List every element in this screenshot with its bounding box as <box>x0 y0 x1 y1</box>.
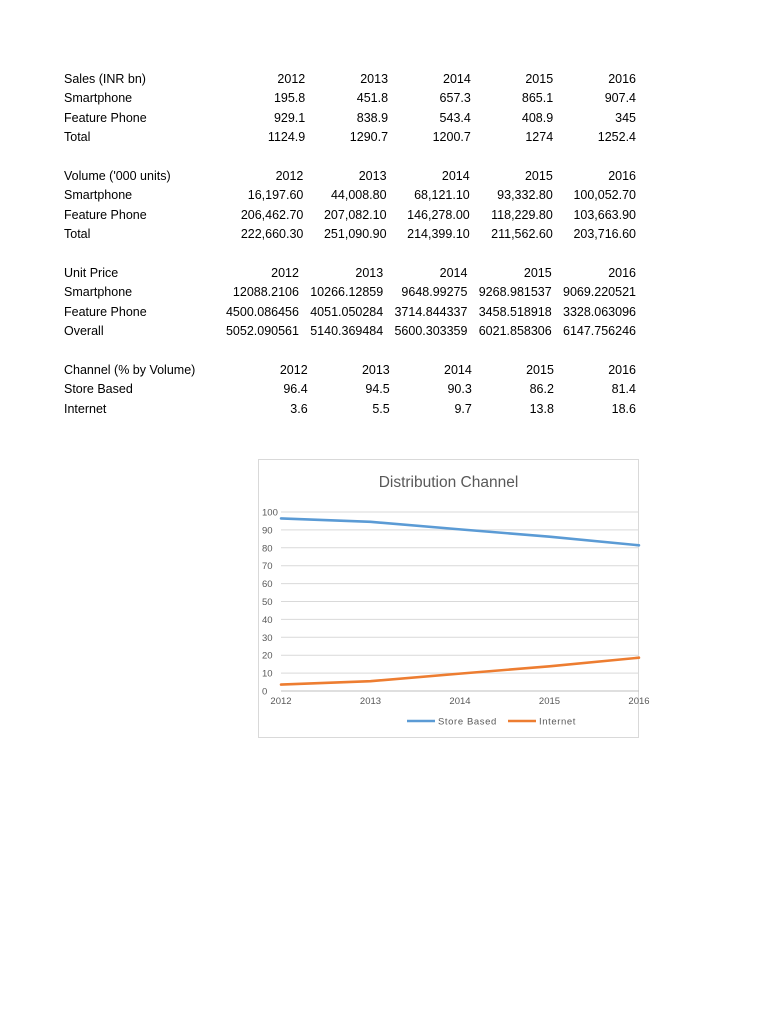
year-header: 2014 <box>444 362 472 377</box>
sales-row <box>64 108 640 128</box>
cell-value: 6021.858306 <box>478 324 552 339</box>
cell-value: 5.5 <box>372 401 390 416</box>
x-tick-label: 2015 <box>538 696 561 707</box>
cell-value: 44,008.80 <box>330 188 387 203</box>
cell-value: 9.7 <box>454 401 472 416</box>
cell-value: 103,663.90 <box>573 207 636 222</box>
cell-value: 96.4 <box>283 382 308 397</box>
volume-header-row <box>64 166 640 186</box>
cell-value: 4051.050284 <box>310 304 384 319</box>
channel-title: Channel (% by Volume) <box>64 362 196 377</box>
cell-value: 838.9 <box>356 110 389 125</box>
unit-price-row <box>64 302 640 322</box>
year-header: 2016 <box>608 265 636 280</box>
year-header: 2015 <box>525 71 554 86</box>
volume-row <box>64 225 640 245</box>
row-label: Feature Phone <box>64 110 147 125</box>
year-header: 2013 <box>361 362 390 377</box>
cell-value: 12088.2106 <box>232 285 299 300</box>
volume-title: Volume ('000 units) <box>64 168 171 183</box>
unit-price-title: Unit Price <box>64 265 119 280</box>
cell-value: 90.3 <box>447 382 472 397</box>
cell-value: 4500.086456 <box>225 304 299 319</box>
distribution-channel-chart <box>258 459 650 738</box>
volume-row <box>64 205 640 225</box>
row-label: Overall <box>64 324 104 339</box>
unit-price-row <box>64 283 640 303</box>
chart-plot <box>259 460 650 739</box>
cell-value: 1124.9 <box>267 130 306 145</box>
cell-value: 3714.844337 <box>394 304 468 319</box>
cell-value: 207,082.10 <box>323 207 387 222</box>
year-header: 2016 <box>608 362 636 377</box>
cell-value: 146,278.00 <box>407 207 470 222</box>
sales-table <box>64 69 640 147</box>
cell-value: 657.3 <box>439 91 471 106</box>
cell-value: 16,197.60 <box>247 188 304 203</box>
y-tick-label: 60 <box>262 579 273 591</box>
year-header: 2012 <box>271 265 299 280</box>
cell-value: 1200.7 <box>432 130 471 145</box>
row-label: Total <box>64 227 91 242</box>
cell-value: 214,399.10 <box>407 227 470 242</box>
cell-value: 93,332.80 <box>497 188 553 203</box>
cell-value: 929.1 <box>273 110 306 125</box>
cell-value: 5600.303359 <box>394 324 468 339</box>
y-tick-label: 50 <box>262 597 273 608</box>
volume-table <box>64 166 640 244</box>
sales-title: Sales (INR bn) <box>64 71 146 86</box>
year-header: 2016 <box>608 168 636 183</box>
x-tick-label: 2013 <box>359 696 382 707</box>
x-tick-label: 2016 <box>628 696 650 707</box>
year-header: 2016 <box>608 71 636 86</box>
cell-value: 907.4 <box>604 91 636 106</box>
sales-header-row <box>64 69 640 89</box>
legend-label: Store Based <box>438 716 497 728</box>
year-header: 2013 <box>358 168 387 183</box>
cell-value: 9069.220521 <box>563 285 636 300</box>
cell-value: 865.1 <box>521 91 554 106</box>
legend-label: Internet <box>539 716 577 728</box>
cell-value: 3328.063096 <box>563 304 636 319</box>
cell-value: 1274 <box>525 130 554 145</box>
cell-value: 222,660.30 <box>240 227 304 242</box>
cell-value: 94.5 <box>365 382 390 397</box>
y-tick-label: 20 <box>262 650 273 662</box>
channel-table <box>64 360 640 419</box>
year-header: 2015 <box>523 265 552 280</box>
x-tick-label: 2014 <box>449 696 471 707</box>
cell-value: 408.9 <box>521 110 554 125</box>
year-header: 2014 <box>443 71 471 86</box>
cell-value: 5052.090561 <box>225 324 299 339</box>
year-header: 2012 <box>277 71 306 86</box>
unit-price-header-row <box>64 263 640 283</box>
sales-row <box>64 128 640 148</box>
cell-value: 345 <box>615 110 636 125</box>
cell-value: 1252.4 <box>597 130 636 145</box>
cell-value: 206,462.70 <box>240 207 304 222</box>
row-label: Smartphone <box>64 188 133 203</box>
row-label: Total <box>64 130 91 145</box>
year-header: 2014 <box>439 265 468 280</box>
unit-price-table <box>64 263 640 341</box>
y-tick-label: 30 <box>262 632 273 644</box>
cell-value: 211,562.60 <box>491 227 553 242</box>
cell-value: 100,052.70 <box>573 188 636 203</box>
chart-title: Distribution Channel <box>378 474 519 491</box>
row-label: Smartphone <box>64 91 133 106</box>
year-header: 2015 <box>524 168 553 183</box>
year-header: 2012 <box>279 362 308 377</box>
row-label: Smartphone <box>64 285 133 300</box>
channel-header-row <box>64 360 640 380</box>
cell-value: 451.8 <box>356 91 389 106</box>
channel-row <box>64 399 640 419</box>
year-header: 2014 <box>441 168 470 183</box>
cell-value: 81.4 <box>611 382 636 397</box>
row-label: Internet <box>64 401 107 416</box>
cell-value: 18.6 <box>611 401 636 416</box>
cell-value: 203,716.60 <box>573 227 636 242</box>
cell-value: 9268.981537 <box>478 285 552 300</box>
y-tick-label: 70 <box>262 561 273 573</box>
volume-row <box>64 186 640 206</box>
row-label: Feature Phone <box>64 207 147 222</box>
cell-value: 3458.518918 <box>478 304 552 319</box>
y-tick-label: 40 <box>262 614 273 626</box>
y-tick-label: 80 <box>262 543 273 555</box>
cell-value: 6147.756246 <box>563 324 636 339</box>
cell-value: 5140.369484 <box>310 324 384 339</box>
y-tick-label: 90 <box>262 525 273 537</box>
cell-value: 10266.12859 <box>310 285 384 300</box>
row-label: Feature Phone <box>64 304 147 319</box>
y-tick-label: 0 <box>262 686 268 698</box>
series-line <box>281 518 639 545</box>
year-header: 2013 <box>355 265 384 280</box>
cell-value: 1290.7 <box>349 130 389 145</box>
year-header: 2015 <box>526 362 554 377</box>
cell-value: 9648.99275 <box>401 285 468 300</box>
cell-value: 543.4 <box>439 110 471 125</box>
cell-value: 118,229.80 <box>491 207 553 222</box>
sales-row <box>64 89 640 109</box>
x-tick-label: 2012 <box>270 696 292 707</box>
cell-value: 3.6 <box>290 401 308 416</box>
year-header: 2012 <box>275 168 304 183</box>
cell-value: 13.8 <box>529 401 554 416</box>
unit-price-row <box>64 322 640 342</box>
cell-value: 86.2 <box>529 382 554 397</box>
y-tick-label: 100 <box>262 507 278 519</box>
cell-value: 195.8 <box>273 91 306 106</box>
series-line <box>281 658 639 685</box>
cell-value: 251,090.90 <box>323 227 387 242</box>
cell-value: 68,121.10 <box>414 188 470 203</box>
year-header: 2013 <box>360 71 389 86</box>
channel-row <box>64 380 640 400</box>
y-tick-label: 10 <box>262 668 273 680</box>
row-label: Store Based <box>64 382 133 397</box>
